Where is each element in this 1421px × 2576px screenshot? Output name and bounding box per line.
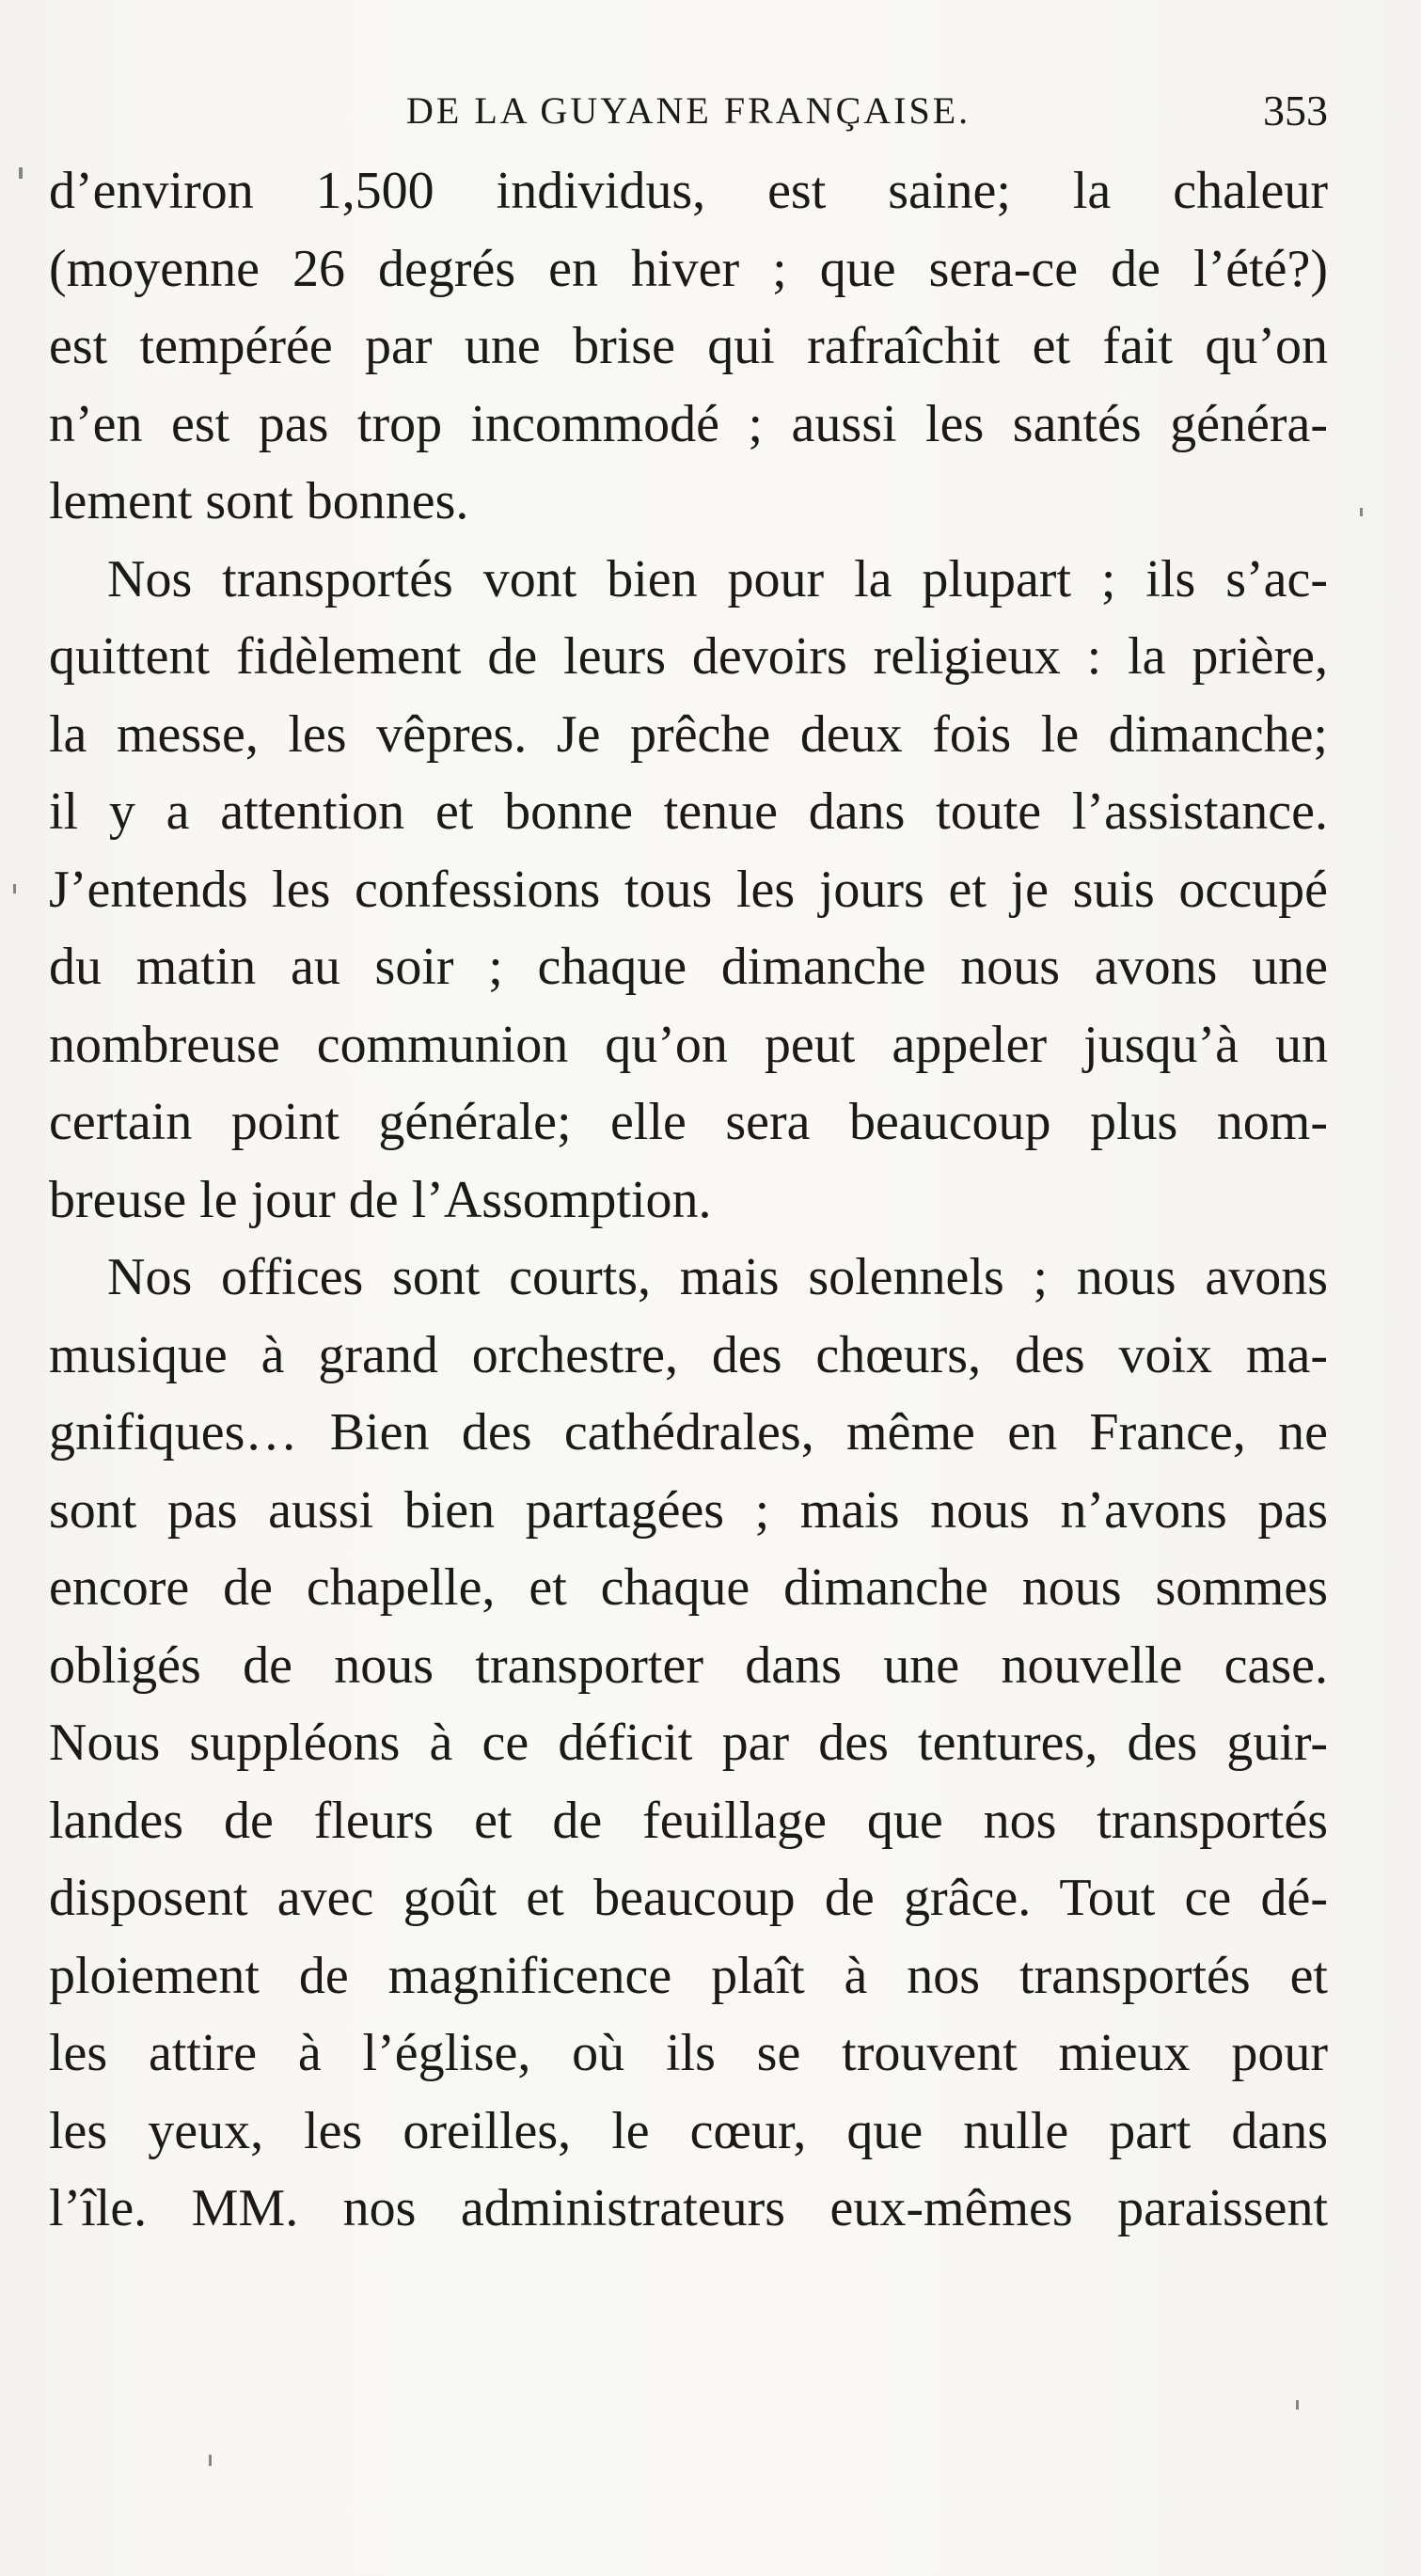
text-line: certain point générale; elle sera beaucoup plus nom- <box>49 1093 1328 1151</box>
text-line: Nos offices sont courts, mais solennels ; nous avons <box>107 1248 1328 1306</box>
text-line: du matin au soir ; chaque dimanche nous avons une <box>49 938 1328 996</box>
text-line: les yeux, les oreilles, le cœur, que nulle part dans <box>49 2101 1328 2160</box>
text-line: d’environ 1,500 individus, est saine; la chaleur <box>49 162 1328 220</box>
page-number: 353 <box>1263 87 1328 134</box>
ink-speck <box>209 2455 212 2466</box>
paragraph-3 <box>49 1239 1328 2248</box>
paragraph-1 <box>49 152 1328 541</box>
text-line: n’en est pas trop incommodé ; aussi les santés généra- <box>49 394 1328 453</box>
ink-speck <box>19 167 23 179</box>
text-line: sont pas aussi bien partagées ; mais nous n’avons pas <box>49 1480 1328 1540</box>
text-line: Nous suppléons à ce déficit par des tentures, des guir- <box>49 1714 1328 1772</box>
running-title: DE LA GUYANE FRANÇAISE. <box>406 89 971 132</box>
text-line: gnifiques… Bien des cathédrales, même en France, ne <box>49 1403 1328 1462</box>
text-line: la messe, les vêpres. Je prêche deux fois le dimanche; <box>49 704 1328 764</box>
body-text <box>49 152 1328 2248</box>
ink-speck <box>1296 2400 1299 2410</box>
text-line: l’île. MM. nos administrateurs eux-mêmes paraissent <box>49 2179 1328 2237</box>
text-line: ploiement de magnificence plaît à nos transportés et <box>49 1946 1328 2005</box>
text-line: disposent avec goût et beaucoup de grâce. Tout ce dé- <box>49 1869 1328 1927</box>
ink-speck <box>13 884 16 893</box>
text-line: J’entends les confessions tous les jours et je suis occupé <box>49 860 1328 919</box>
text-line: est tempérée par une brise qui rafraîchit et fait qu’on <box>49 317 1328 375</box>
text-line: nombreuse communion qu’on peut appeler jusqu’à un <box>49 1015 1328 1074</box>
text-line: Nos transportés vont bien pour la plupart ; ils s’ac- <box>107 549 1328 608</box>
text-line: breuse le jour de l’Assomption. <box>49 1170 712 1229</box>
text-line: il y a attention et bonne tenue dans toute l’assistance. <box>49 782 1328 841</box>
text-line: les attire à l’église, où ils se trouvent mieux pour <box>49 2024 1328 2082</box>
text-line: musique à grand orchestre, des chœurs, des voix ma- <box>49 1325 1328 1384</box>
text-line: quittent fidèlement de leurs devoirs religieux : la prière, <box>49 627 1328 686</box>
text-line: landes de fleurs et de feuillage que nos transportés <box>49 1791 1328 1850</box>
text-line: lement sont bonnes. <box>49 472 469 530</box>
ink-speck <box>1360 508 1363 516</box>
running-head <box>49 83 1328 139</box>
text-line: obligés de nous transporter dans une nouvelle case. <box>49 1636 1328 1695</box>
paragraph-2 <box>49 541 1328 1240</box>
text-line: encore de chapelle, et chaque dimanche nous sommes <box>49 1558 1328 1617</box>
text-line: (moyenne 26 degrés en hiver ; que sera-ce de l’été?) <box>49 239 1328 298</box>
